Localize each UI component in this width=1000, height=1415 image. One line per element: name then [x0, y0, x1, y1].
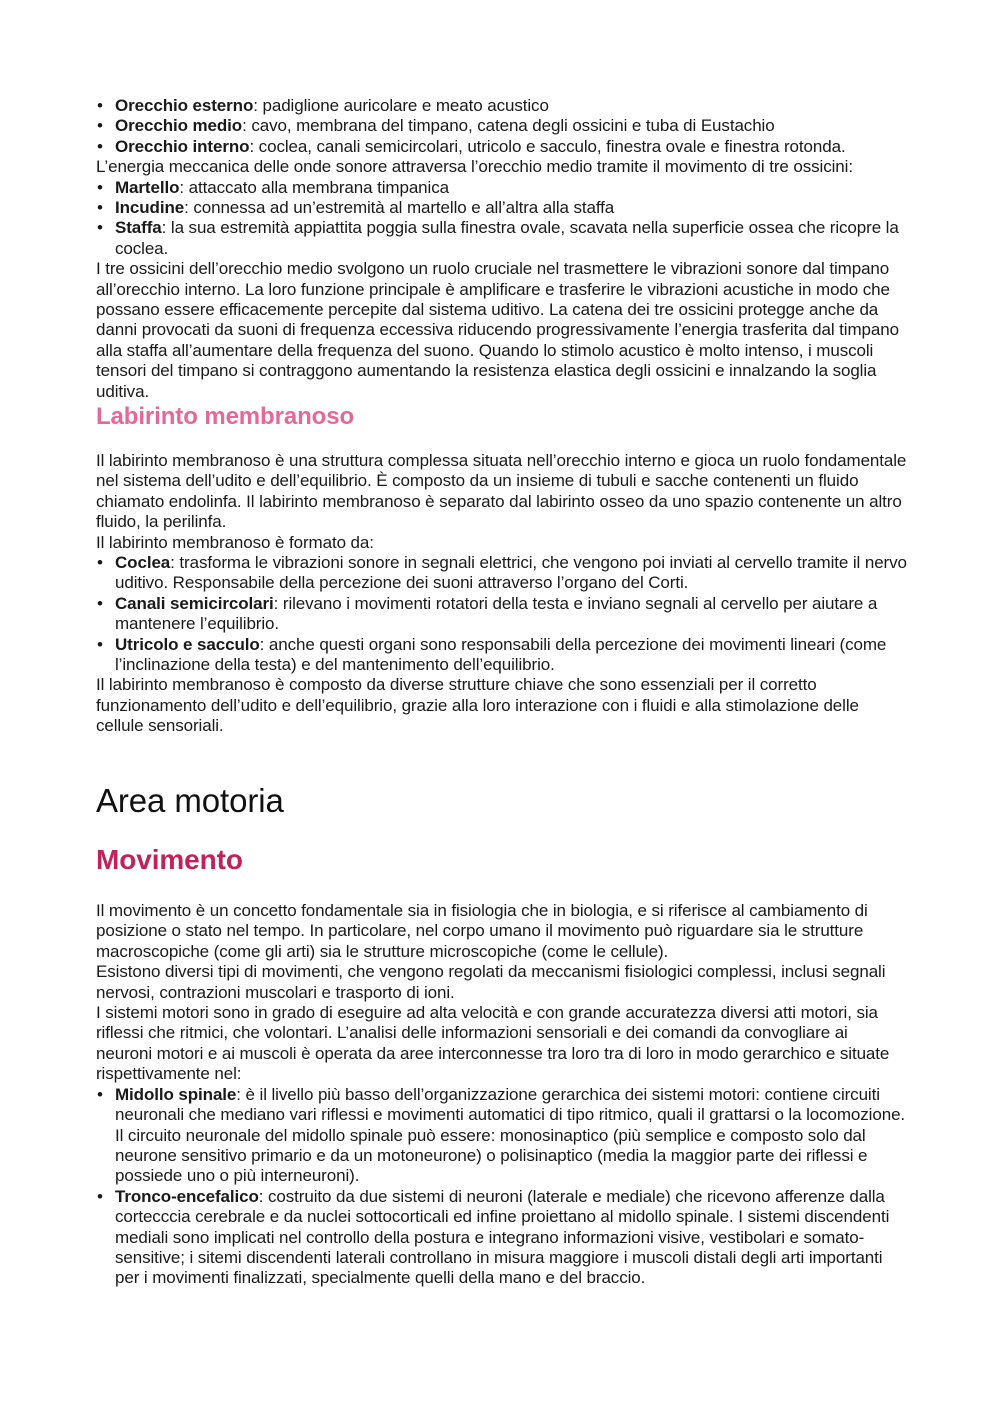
list-item: [96, 178, 908, 198]
list-item-term: Utricolo e sacculo: [115, 634, 260, 654]
list-item: [96, 553, 908, 594]
list-item-term: Orecchio esterno: [115, 96, 254, 115]
list-item-text: : coclea, canali semicircolari, utricolo e sacculo, finestra ovale e finestra rotonda.: [249, 136, 846, 156]
list-item: [96, 635, 908, 676]
list-item: [96, 594, 908, 635]
list-item-term: Incudine: [115, 198, 185, 218]
list-item-text: : è il livello più basso dell’organizzazione gerarchica dei sistemi motori: contiene circuiti neuronali che mediano vari riflessi e movimenti automatici di tipo ritmico, quali il grattarsi o la locomozione. Il circuito neuronale del midollo spinale può essere: monosinaptico (più semplice e composto solo dal neurone sensitivo primario e da un motoneurone) o polisinaptico (media la maggior parte dei riflessi e possiede uno o più interneuroni).: [115, 1084, 906, 1186]
section-heading-labirinto: Labirinto membranoso: [96, 403, 355, 431]
movimento-paragraph-1: Il movimento è un concetto fondamentale sia in fisiologia che in biologia, e si riferisce al cambiamento di posizione o stato nel tempo. In particolare, nel corpo umano il movimento può riguardare sia le strutture macroscopiche (come gli arti) sia le strutture microscopiche (come le cellule).: [96, 901, 868, 961]
section-heading-movimento: Movimento: [96, 843, 243, 875]
list-item-term: Canali semicircolari: [115, 593, 274, 613]
list-item: [96, 1085, 908, 1187]
list-item: [96, 218, 908, 259]
ear-parts-list: [96, 96, 908, 157]
list-item-term: Tronco-encefalico: [115, 1186, 259, 1206]
list-item-term: Midollo spinale: [115, 1084, 237, 1104]
motor-levels-list: [96, 1085, 908, 1289]
list-item-term: Coclea: [115, 553, 171, 573]
labirinto-list: [96, 553, 908, 675]
list-item-text: : costruito da due sistemi di neuroni (laterale e mediale) che ricevono afferenze dalla cortecccia cerebrale e da nuclei sottocorticali ed infine proiettano al midollo spinale. I sistemi discendenti mediali sono implicati nel controllo della postura e integrano informazioni visive, vestibolari e somato-sensitive; i sitemi discendenti laterali controllano in misura maggiore i muscoli distali degli arti importanti per i movimenti finalizzati, specialmente quelli della mano e del braccio.: [115, 1186, 890, 1288]
list-item-term: Martello: [115, 177, 180, 197]
list-item-term: Staffa: [115, 218, 162, 238]
list-item: [96, 96, 908, 116]
list-item-text: : la sua estremità appiattita poggia sulla finestra ovale, scavata nella superficie ossea che ricopre la coclea.: [115, 218, 899, 258]
list-item-text: : connessa ad un’estremità al martello e all’altra alla staffa: [184, 198, 615, 218]
list-item-text: : trasforma le vibrazioni sonore in segnali elettrici, che vengono poi inviati al cervello tramite il nervo uditivo. Responsabile della percezione dei suoni attraverso l’organo del Corti.: [115, 553, 907, 593]
list-item: [96, 137, 908, 157]
list-item-term: Orecchio interno: [115, 136, 250, 156]
list-item-text: : rilevano i movimenti rotatori della testa e inviano segnali al cervello per aiutare a mantenere l’equilibrio.: [115, 593, 878, 634]
ossicles-paragraph: I tre ossicini dell’orecchio medio svolgono un ruolo cruciale nel trasmettere le vibrazioni sonore dal timpano all’orecchio interno. La loro funzione principale è amplificare e trasferire le vibrazioni acustiche in modo che possano essere efficacemente percepite dal sistema uditivo. La catena dei tre ossicini protegge anche da danni provocati da suoni di frequenza eccessiva riducendo progressivamente l’energia trasferita dal timpano alla staffa all’aumentare della frequenza del suono. Quando lo stimolo acustico è molto intenso, i muscoli tensori del timpano si contraggono aumentando la resistenza elastica degli ossicini e innalzando la soglia uditiva.: [96, 259, 899, 401]
ossicles-intro: L’energia meccanica delle onde sonore attraversa l’orecchio medio tramite il movimento di tre ossicini:: [96, 157, 853, 177]
list-item-text: : padiglione auricolare e meato acustico: [253, 96, 549, 115]
list-item: [96, 1187, 908, 1289]
list-item: [96, 198, 908, 218]
list-item-text: : cavo, membrana del timpano, catena degli ossicini e tuba di Eustachio: [242, 116, 775, 136]
movimento-paragraph-3: I sistemi motori sono in grado di eseguire ad alta velocità e con grande accuratezza diversi atti motori, sia riflessi che ritmici, che volontari. L’analisi delle informazioni sensoriali e dei comandi da convogliare ai neuroni motori e ai muscoli è operata da aree interconnesse tra loro tra di loro in modo gerarchico e situate rispettivamente nel:: [96, 1003, 890, 1084]
list-item-text: : anche questi organi sono responsabili della percezione dei movimenti lineari (come l’inclinazione della testa) e del mantenimento dell’equilibrio.: [115, 634, 887, 675]
ossicles-list: [96, 178, 908, 260]
list-item-text: : attaccato alla membrana timpanica: [179, 177, 449, 197]
labirinto-closing: Il labirinto membranoso è composto da diverse strutture chiave che sono essenziali per il corretto funzionamento dell’udito e dell’equilibrio, grazie alla loro interazione con i fluidi e alla stimolazione delle cellule sensoriali.: [96, 675, 859, 736]
document-page: [96, 96, 908, 1289]
list-item-term: Orecchio medio: [115, 116, 243, 136]
labirinto-intro: Il labirinto membranoso è formato da:: [96, 532, 374, 552]
movimento-paragraph-2: Esistono diversi tipi di movimenti, che vengono regolati da meccanismi fisiologici complessi, inclusi segnali nervosi, contrazioni muscolari e trasporto di ioni.: [96, 962, 886, 1002]
list-item: [96, 116, 908, 136]
labirinto-paragraph: Il labirinto membranoso è una struttura complessa situata nell’orecchio interno e gioca un ruolo fondamentale nel sistema dell’udito e dell’equilibrio. È composto da un insieme di tubuli e sacche contenenti un fluido chiamato endolinfa. Il labirinto membranoso è separato dal labirinto osseo da uno spazio contenente un altro fluido, la perilinfa.: [96, 451, 907, 532]
chapter-heading-area-motoria: Area motoria: [96, 781, 284, 819]
